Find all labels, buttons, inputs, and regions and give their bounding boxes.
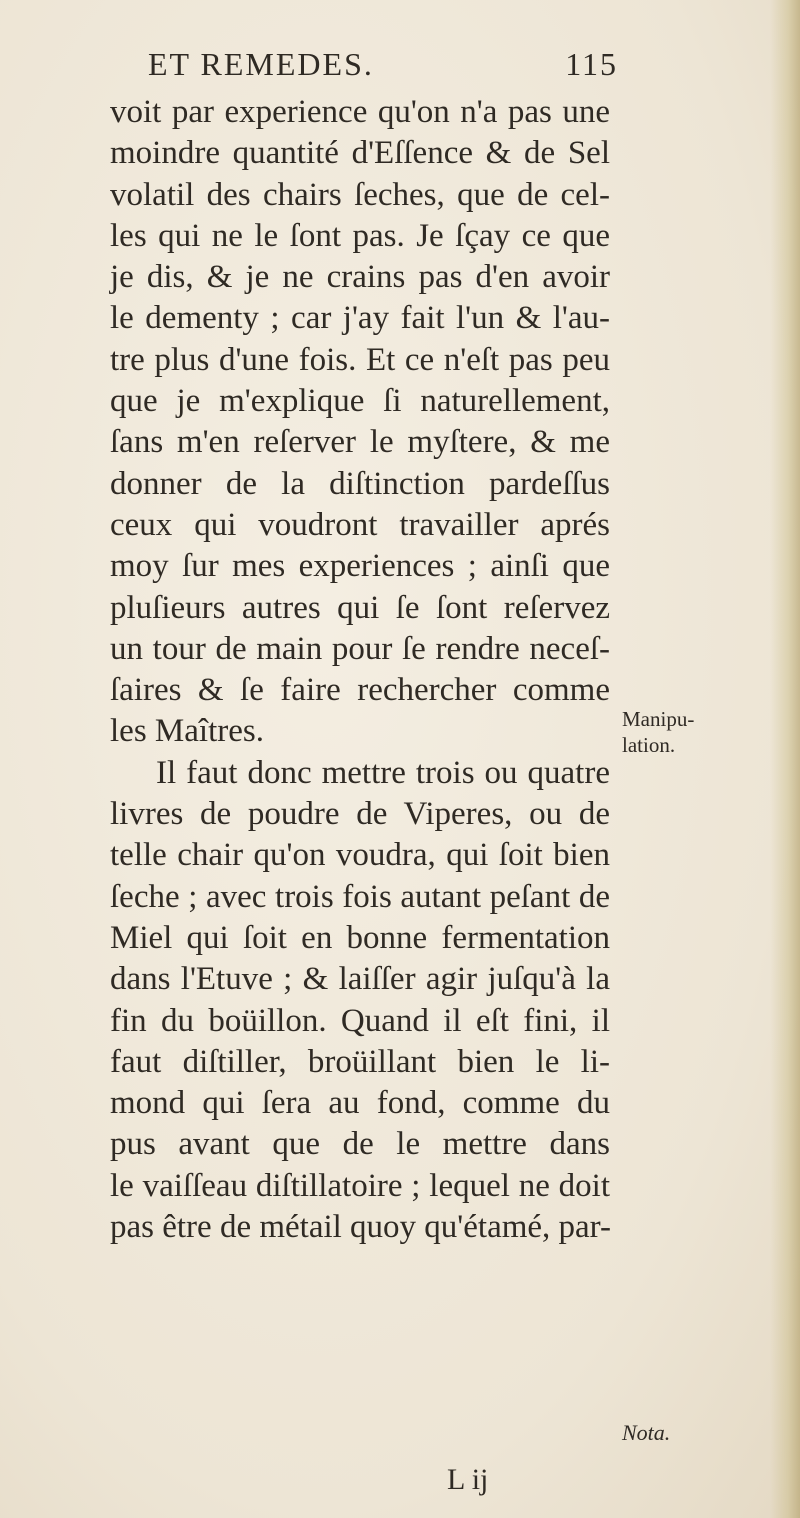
text-line: je dis, & je ne crains pas d'en avoir <box>110 259 610 296</box>
margin-note <box>622 706 712 758</box>
text-line: le dementy ; car j'ay fait l'un & l'au- <box>110 300 610 337</box>
running-head: ET REMEDES. <box>148 46 374 82</box>
text-line: livres de poudre de Viperes, ou de <box>110 796 610 833</box>
text-line: pus avant que de le mettre dans <box>110 1126 610 1163</box>
text-line: pluſieurs autres qui ſe ſont reſervez <box>110 589 610 626</box>
text-line: ceux qui voudront travailler aprés <box>110 506 610 543</box>
text-line: un tour de main pour ſe rendre neceſ- <box>110 630 610 667</box>
text-line: que je m'explique ſi naturellement, <box>110 383 610 420</box>
text-line: Miel qui ſoit en bonne fermentation <box>110 919 610 956</box>
text-line: moindre quantité d'Eſſence & de Sel <box>110 135 610 172</box>
body-text <box>110 92 610 1248</box>
margin-nota: Nota. <box>622 1420 671 1445</box>
text-line: ſans m'en reſerver le myſtere, & me <box>110 424 610 461</box>
text-line: volatil des chairs ſeches, que de cel- <box>110 176 610 213</box>
text-line: tre plus d'une fois. Et ce n'eſt pas peu <box>110 341 610 378</box>
text-line: moy ſur mes experiences ; ainſi que <box>110 548 610 585</box>
text-line: mond qui ſera au fond, comme du <box>110 1085 610 1122</box>
margin-note-line: Manipu- <box>622 707 695 731</box>
text-line: Il faut donc mettre trois ou quatre <box>156 754 610 791</box>
text-line: donner de la diſtinction pardeſſus <box>110 465 610 502</box>
text-line: fin du boüillon. Quand il eſt fini, il <box>110 1002 610 1039</box>
text-line: telle chair qu'on voudra, qui ſoit bien <box>110 837 610 874</box>
page-edge-shadow <box>770 0 800 1518</box>
text-line: le vaiſſeau diſtillatoire ; lequel ne doit <box>110 1167 610 1204</box>
text-line: dans l'Etuve ; & laiſſer agir juſqu'à la <box>110 961 610 998</box>
signature-mark: L ij <box>447 1463 489 1496</box>
page-header <box>148 46 618 90</box>
margin-note-line: lation. <box>622 733 676 757</box>
text-line: ſaires & ſe faire rechercher comme <box>110 672 610 709</box>
text-line: les Maîtres. <box>110 713 264 750</box>
text-line: ſeche ; avec trois fois autant peſant de <box>110 878 610 915</box>
text-line: les qui ne le ſont pas. Je ſçay ce que <box>110 217 610 254</box>
text-line: faut diſtiller, broüillant bien le li- <box>110 1043 610 1080</box>
text-line: voit par experience qu'on n'a pas une <box>110 94 610 130</box>
page-number: 115 <box>565 46 618 82</box>
text-line: pas être de métail quoy qu'étamé, par- <box>110 1209 611 1246</box>
